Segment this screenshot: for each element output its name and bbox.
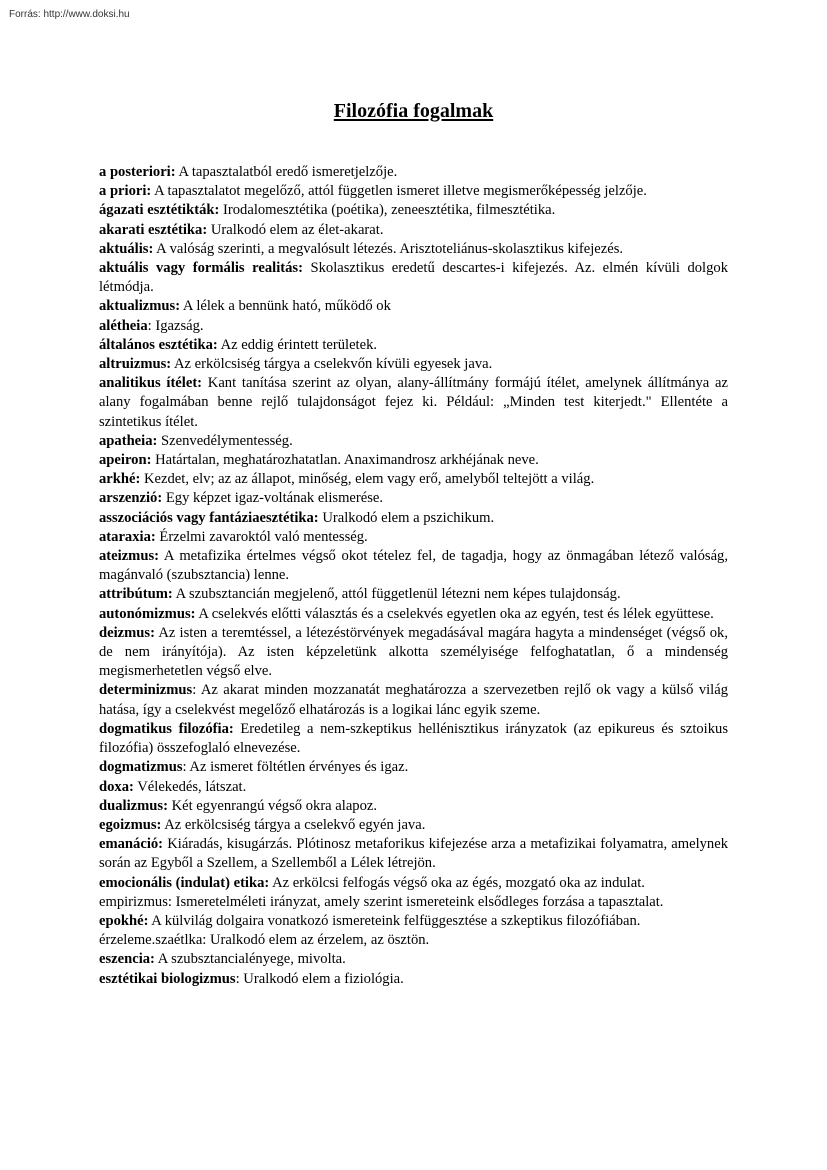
glossary-definition: A tapasztalatból eredő ismeretjelzője. bbox=[175, 164, 398, 180]
glossary-term: általános esztétika: bbox=[99, 336, 218, 353]
glossary-term: a priori: bbox=[99, 183, 152, 200]
glossary-entry bbox=[99, 509, 728, 528]
glossary-term: asszociációs vagy fantáziaesztétika: bbox=[99, 509, 319, 526]
glossary-term: ataraxia: bbox=[99, 528, 156, 545]
glossary-definition: : Az ismeret föltétlen érvényes és igaz. bbox=[182, 759, 409, 776]
glossary-definition: Kant tanítása szerint az olyan, alany-állítmány formájú ítélet, amelynek állítmánya az alany fogalmában benne rejlő tulajdonságot fejez ki. Például: „Minden test kiterjedt." Ellentéte a szintetikus ítélet. bbox=[99, 375, 728, 430]
glossary-definition: Az eddig érintett területek. bbox=[217, 336, 378, 353]
glossary-entry bbox=[99, 874, 728, 893]
glossary-term: emanáció: bbox=[99, 836, 164, 853]
glossary-term: esztétikai biologizmus bbox=[99, 970, 236, 987]
glossary-term: autonómizmus: bbox=[99, 605, 196, 622]
glossary-definition: érzeleme.szaétlka: Uralkodó elem az érzelem, az ösztön. bbox=[99, 932, 430, 949]
page-title: Filozófia fogalmak bbox=[333, 100, 494, 122]
glossary-list bbox=[99, 163, 728, 989]
glossary-entry bbox=[99, 720, 728, 758]
glossary-definition: Az erkölcsi felfogás végső oka az égés, mozgató oka az indulat. bbox=[269, 874, 645, 891]
glossary-term: epokhé: bbox=[99, 912, 149, 929]
glossary-term: emocionális (indulat) etika: bbox=[99, 874, 270, 891]
glossary-term: eszencia: bbox=[99, 951, 155, 968]
glossary-entry bbox=[99, 624, 728, 682]
glossary-entry bbox=[99, 950, 728, 969]
glossary-definition: A tapasztalatot megelőző, attól független ismeret illetve megismerőképesség jelzője. bbox=[151, 183, 647, 200]
glossary-entry bbox=[99, 317, 728, 336]
glossary-entry bbox=[99, 163, 728, 182]
glossary-entry bbox=[99, 547, 728, 585]
glossary-term: altruizmus: bbox=[99, 356, 172, 373]
glossary-term: deizmus: bbox=[99, 624, 155, 641]
glossary-entry bbox=[99, 893, 728, 912]
glossary-definition: A szubsztancián megjelenő, attól függetlenül létezni nem képes tulajdonság. bbox=[172, 586, 621, 603]
glossary-entry bbox=[99, 489, 728, 508]
glossary-definition: A lélek a bennünk ható, működő ok bbox=[180, 298, 391, 315]
glossary-entry bbox=[99, 605, 728, 624]
glossary-definition: Kiáradás, kisugárzás. Plótinosz metaforikus kifejezése arza a metafizikai folyamatra, amelynek során az Egyből a Szellem, a Szellemből a Lélek létrejön. bbox=[99, 836, 728, 872]
glossary-term: alétheia bbox=[99, 317, 148, 334]
glossary-term: aktuális: bbox=[99, 240, 154, 257]
glossary-entry bbox=[99, 182, 728, 201]
glossary-term: ágazati esztétikták: bbox=[99, 202, 220, 219]
glossary-definition: Irodalomesztétika (poétika), zeneesztétika, filmesztétika. bbox=[219, 202, 556, 219]
glossary-term: aktuális vagy formális realitás: bbox=[99, 260, 303, 277]
glossary-entry bbox=[99, 797, 728, 816]
glossary-term: analitikus ítélet: bbox=[99, 375, 203, 392]
glossary-definition: Uralkodó elem a pszichikum. bbox=[318, 509, 495, 526]
glossary-definition: Eredetileg a nem-szkeptikus hellénisztikus irányzatok (az epikureus és sztoikus filozófia) összefoglaló elnevezése. bbox=[99, 720, 728, 757]
glossary-entry bbox=[99, 931, 728, 950]
glossary-entry bbox=[99, 297, 728, 316]
glossary-entry bbox=[99, 970, 728, 989]
glossary-definition: A cselekvés előtti választás és a cselekvés egyetlen oka az egyén, test és lélek együttese. bbox=[195, 605, 714, 622]
glossary-definition: : Igazság. bbox=[147, 317, 204, 334]
glossary-entry bbox=[99, 912, 728, 931]
glossary-term: ateizmus: bbox=[99, 548, 159, 565]
glossary-term: aktualizmus: bbox=[99, 298, 181, 315]
glossary-definition: : Az akarat minden mozzanatát meghatározza a szervezetben rejlő ok vagy a külső világ hatása, így a cselekvést megelőző elhatározás is a logikai lánc egyik szeme. bbox=[99, 682, 728, 718]
glossary-entry bbox=[99, 681, 728, 719]
glossary-term: apatheia: bbox=[99, 432, 158, 449]
glossary-definition: Érzelmi zavaroktól való mentesség. bbox=[155, 528, 368, 545]
glossary-definition: A metafizika értelmes végső okot tételez fel, de tagadja, hogy az önmagában létező valóság, magánvaló (szubsztancia) lenne. bbox=[99, 548, 728, 584]
glossary-term: dogmatizmus bbox=[99, 759, 183, 776]
glossary-term: dogmatikus filozófia: bbox=[99, 720, 234, 737]
glossary-definition: Az erkölcsiség tárgya a cselekvő egyén java. bbox=[161, 816, 426, 833]
glossary-definition: Az erkölcsiség tárgya a cselekvőn kívüli egyesek java. bbox=[171, 356, 493, 373]
glossary-entry bbox=[99, 778, 728, 797]
glossary-entry bbox=[99, 432, 728, 451]
glossary-term: dualizmus: bbox=[99, 797, 168, 814]
glossary-definition: Határtalan, meghatározhatatlan. Anaximandrosz arkhéjának neve. bbox=[151, 452, 539, 469]
glossary-entry bbox=[99, 835, 728, 873]
glossary-entry bbox=[99, 201, 728, 220]
glossary-definition: Vélekedés, látszat. bbox=[133, 778, 247, 795]
glossary-definition: Egy képzet igaz-voltának elismerése. bbox=[162, 490, 384, 507]
glossary-definition: Az isten a teremtéssel, a létezéstörvények megadásával magára hagyta a mindenséget (végső ok, de nem irányítója). Az isten képzeletünk alkotta személyisége felfoghatatlan, ő a mindenség megismerhetetlen végső elve. bbox=[99, 624, 728, 680]
glossary-definition: empirizmus: Ismeretelméleti irányzat, amely szerint ismereteink elsődleges forzása a tapasztalat. bbox=[99, 893, 664, 910]
glossary-term: attribútum: bbox=[99, 586, 173, 603]
glossary-term: arkhé: bbox=[99, 471, 141, 488]
glossary-entry bbox=[99, 758, 728, 777]
glossary-definition: A szubsztancialényege, mivolta. bbox=[154, 951, 346, 968]
glossary-term: determinizmus bbox=[99, 682, 193, 699]
glossary-entry bbox=[99, 585, 728, 604]
glossary-definition: Kezdet, elv; az az állapot, minőség, elem vagy erő, amelyből teltejött a világ. bbox=[140, 471, 595, 488]
glossary-entry bbox=[99, 221, 728, 240]
glossary-entry bbox=[99, 259, 728, 297]
glossary-term: apeiron: bbox=[99, 452, 152, 469]
glossary-term: akarati esztétika: bbox=[99, 221, 208, 238]
glossary-definition: Skolasztikus eredetű descartes-i kifejezés. Az. elmén kívüli dolgok létmódja. bbox=[99, 260, 728, 296]
glossary-entry bbox=[99, 240, 728, 259]
glossary-term: a posteriori: bbox=[99, 164, 176, 180]
glossary-definition: Uralkodó elem az élet-akarat. bbox=[207, 221, 384, 238]
glossary-term: egoizmus: bbox=[99, 816, 162, 833]
glossary-term: arszenzió: bbox=[99, 490, 163, 507]
glossary-definition: A külvilág dolgaira vonatkozó ismereteink felfüggesztése a szkeptikus filozófiában. bbox=[148, 912, 641, 929]
glossary-entry bbox=[99, 528, 728, 547]
glossary-entry bbox=[99, 470, 728, 489]
glossary-entry bbox=[99, 355, 728, 374]
glossary-definition: Két egyenrangú végső okra alapoz. bbox=[167, 797, 378, 814]
glossary-term: doxa: bbox=[99, 778, 134, 795]
glossary-definition: : Uralkodó elem a fiziológia. bbox=[235, 970, 404, 987]
source-note: Forrás: http://www.doksi.hu bbox=[9, 9, 130, 20]
glossary-definition: Szenvedélymentesség. bbox=[157, 432, 293, 449]
glossary-entry bbox=[99, 374, 728, 432]
glossary-definition: A valóság szerinti, a megvalósult létezés. Arisztoteliánus-skolasztikus kifejezés. bbox=[153, 240, 624, 257]
glossary-entry bbox=[99, 816, 728, 835]
glossary-entry bbox=[99, 451, 728, 470]
glossary-entry bbox=[99, 336, 728, 355]
